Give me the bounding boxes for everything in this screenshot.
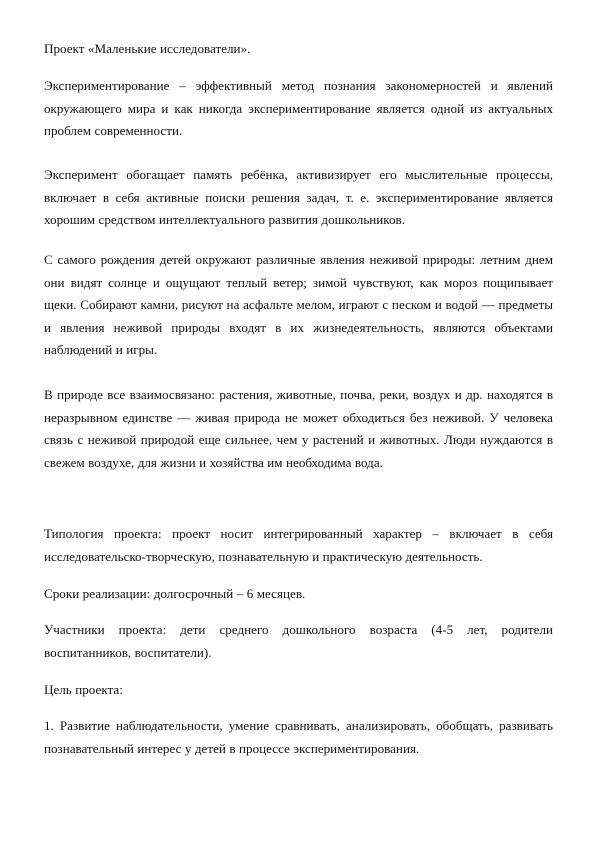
paragraph-experimentation-method: Экспериментирование – эффективный метод познания закономерностей и явлений окружающего мира и как никогда экспериментирование является одной из актуальных проблем современности. (44, 78, 553, 138)
paragraph-nature-interconnected: В природе все взаимосвязано: растения, животные, почва, реки, воздух и др. находятся в неразрывном единстве — живая природа не может обходиться без неживой. У человека связь с неживой природой еще сильнее, чем у растений и животных. Люди нуждаются в свежем воздухе, для жизни и хозяйства им необходима вода. (44, 387, 553, 470)
paragraph-experiment-enriches: Эксперимент обогащает память ребёнка, активизирует его мыслительные процессы, включает в себя активные поиски решения задач, т. е. экспериментирование является хорошим средством интеллектуального развития дошкольников. (44, 167, 553, 227)
list-item-goal-1: 1. Развитие наблюдательности, умение сравнивать, анализировать, обобщать, развивать познавательный интерес у детей в процессе экспериментирования. (44, 718, 553, 756)
paragraph-project-typology: Типология проекта: проект носит интегрированный характер – включает в себя исследовательско-творческую, познавательную и практическую деятельность. (44, 526, 553, 564)
document-title: Проект «Маленькие исследователи». (44, 41, 251, 56)
paragraph-project-participants: Участники проекта: дети среднего дошкольного возраста (4-5 лет, родители воспитанников, воспитатели). (44, 622, 553, 660)
paragraph-project-goal-heading: Цель проекта: (44, 682, 123, 697)
paragraph-implementation-period: Сроки реализации: долгосрочный – 6 месяцев. (44, 586, 306, 601)
paragraph-inanimate-nature: С самого рождения детей окружают различные явления неживой природы: летним днем они видят солнце и ощущают теплый ветер; зимой чувствуют, как мороз пощипывает щеки. Собирают камни, рисуют на асфальте мелом, играют с песком и водой — предметы и явления неживой природы входят в их жизнедеятельность, являются объектами наблюдений и игры. (44, 252, 553, 357)
